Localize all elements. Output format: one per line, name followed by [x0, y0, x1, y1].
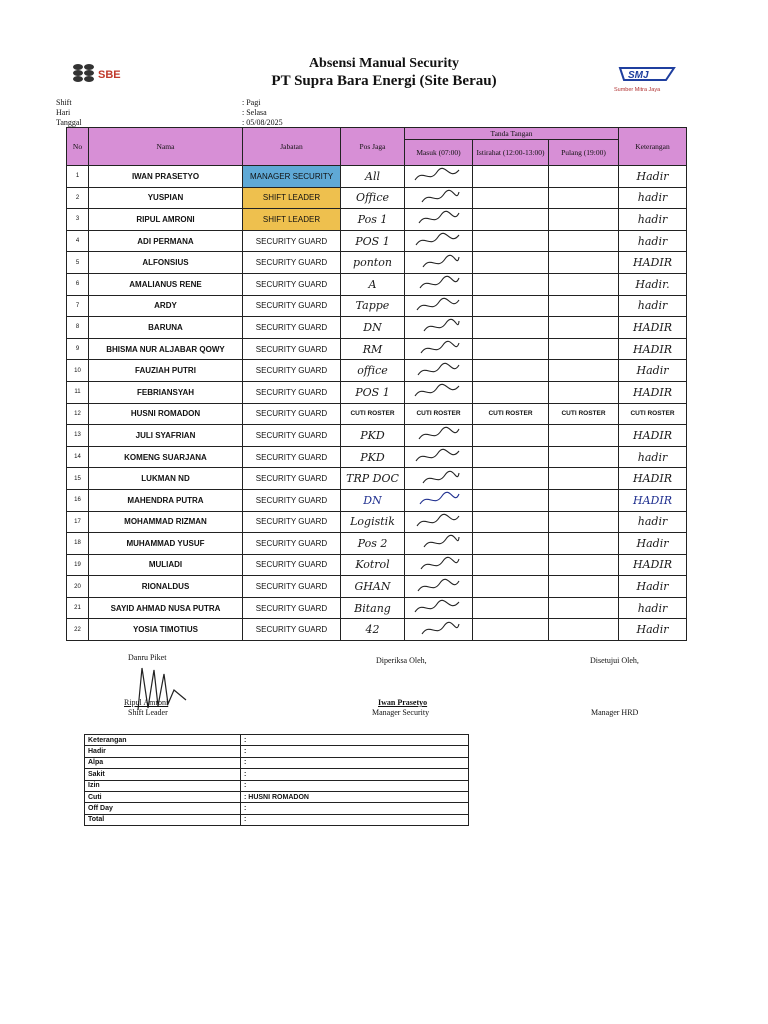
pos-jaga: GHAN [341, 576, 405, 598]
row-number: 22 [67, 619, 89, 641]
tanggal-label: Tanggal [56, 118, 82, 127]
signature-scribble [409, 296, 469, 314]
sign-masuk [405, 597, 473, 619]
keterangan: Hadir [619, 576, 687, 598]
summary-label: Sakit [85, 769, 241, 780]
sign-pulang [549, 597, 619, 619]
sign-masuk [405, 360, 473, 382]
header-no: No [67, 128, 89, 166]
row-number: 8 [67, 317, 89, 339]
attendance-table [66, 127, 687, 641]
job-title: SECURITY GUARD [243, 273, 341, 295]
pos-jaga: POS 1 [341, 381, 405, 403]
employee-name: ARDY [89, 295, 243, 317]
row-number: 4 [67, 230, 89, 252]
sign-istirahat [473, 209, 549, 231]
employee-name: YOSIA TIMOTIUS [89, 619, 243, 641]
summary-label: Izin [85, 780, 241, 791]
row-number: 7 [67, 295, 89, 317]
sbe-logo-text: SBE [98, 69, 121, 81]
sign-istirahat [473, 295, 549, 317]
job-title: SECURITY GUARD [243, 425, 341, 447]
sign-masuk [405, 230, 473, 252]
job-title: MANAGER SECURITY [243, 166, 341, 188]
sign-istirahat [473, 468, 549, 490]
document-title: Absensi Manual Security [308, 56, 460, 71]
summary-label: Total [85, 814, 241, 825]
employee-name: LUKMAN ND [89, 468, 243, 490]
employee-name: BARUNA [89, 317, 243, 339]
sign-masuk [405, 489, 473, 511]
summary-label: Cuti [85, 791, 241, 802]
sign-pulang [549, 511, 619, 533]
employee-name: IWAN PRASETYO [89, 166, 243, 188]
keterangan: HADIR [619, 338, 687, 360]
keterangan: hadir [619, 295, 687, 317]
summary-row [85, 780, 469, 791]
sign-pulang [549, 295, 619, 317]
danru-name: Ripul Amroni [124, 698, 169, 707]
header-masuk: Masuk (07:00) [405, 140, 473, 166]
row-number: 19 [67, 554, 89, 576]
sign-pulang [549, 489, 619, 511]
table-row [67, 403, 687, 425]
smj-logo [614, 64, 684, 94]
sign-istirahat [473, 360, 549, 382]
sign-istirahat [473, 252, 549, 274]
sign-pulang [549, 317, 619, 339]
table-row [67, 489, 687, 511]
sign-pulang [549, 273, 619, 295]
signature-scribble [409, 188, 469, 206]
keterangan: Hadir. [619, 273, 687, 295]
table-row [67, 295, 687, 317]
hari-label: Hari [56, 108, 71, 117]
sign-pulang [549, 468, 619, 490]
job-title: SECURITY GUARD [243, 446, 341, 468]
sign-istirahat [473, 576, 549, 598]
job-title: SECURITY GUARD [243, 338, 341, 360]
table-row [67, 619, 687, 641]
attendance-rows [67, 166, 687, 641]
sign-masuk [405, 533, 473, 555]
summary-row [85, 791, 469, 802]
table-row [67, 468, 687, 490]
row-number: 15 [67, 468, 89, 490]
signature-scribble [409, 469, 469, 487]
hari-value: : Selasa [242, 108, 267, 117]
signature-scribble [409, 274, 469, 292]
employee-name: KOMENG SUARJANA [89, 446, 243, 468]
job-title: SECURITY GUARD [243, 619, 341, 641]
pos-jaga: DN [341, 489, 405, 511]
keterangan: Hadir [619, 360, 687, 382]
sign-istirahat [473, 338, 549, 360]
keterangan: Hadir [619, 619, 687, 641]
table-row [67, 209, 687, 231]
keterangan: HADIR [619, 489, 687, 511]
summary-value: : [241, 746, 469, 757]
table-row [67, 317, 687, 339]
summary-value: : [241, 803, 469, 814]
row-number: 2 [67, 187, 89, 209]
sign-masuk [405, 252, 473, 274]
signature-scribble [409, 533, 469, 551]
shift-label: Shift [56, 98, 72, 107]
sign-masuk [405, 511, 473, 533]
job-title: SECURITY GUARD [243, 317, 341, 339]
employee-name: RIONALDUS [89, 576, 243, 598]
pos-jaga: Tappe [341, 295, 405, 317]
job-title: SECURITY GUARD [243, 468, 341, 490]
job-title: SECURITY GUARD [243, 230, 341, 252]
keterangan: HADIR [619, 554, 687, 576]
sign-istirahat [473, 533, 549, 555]
company-title: PT Supra Bara Energi (Site Berau) [271, 73, 497, 89]
employee-name: ADI PERMANA [89, 230, 243, 252]
pos-jaga: POS 1 [341, 230, 405, 252]
row-number: 3 [67, 209, 89, 231]
signature-scribble [409, 253, 469, 271]
signature-scribble [409, 620, 469, 638]
row-number: 21 [67, 597, 89, 619]
summary-label: Hadir [85, 746, 241, 757]
signature-scribble [409, 555, 469, 573]
diperiksa-label: Diperiksa Oleh, [376, 656, 427, 665]
job-title: SECURITY GUARD [243, 597, 341, 619]
signature-scribble [409, 598, 469, 616]
sign-masuk [405, 446, 473, 468]
row-number: 16 [67, 489, 89, 511]
job-title: SECURITY GUARD [243, 511, 341, 533]
pos-jaga: 42 [341, 619, 405, 641]
sign-istirahat: CUTI ROSTER [473, 403, 549, 425]
pos-jaga: Kotrol [341, 554, 405, 576]
employee-name: FEBRIANSYAH [89, 381, 243, 403]
danru-piket-label: Danru Piket [128, 653, 167, 662]
table-row [67, 230, 687, 252]
keterangan: hadir [619, 446, 687, 468]
pos-jaga: Office [341, 187, 405, 209]
employee-name: HUSNI ROMADON [89, 403, 243, 425]
sign-pulang [549, 360, 619, 382]
summary-label: Off Day [85, 803, 241, 814]
summary-value: : [241, 814, 469, 825]
table-row [67, 425, 687, 447]
job-title: SECURITY GUARD [243, 554, 341, 576]
pos-jaga: Pos 1 [341, 209, 405, 231]
row-number: 14 [67, 446, 89, 468]
sign-pulang [549, 381, 619, 403]
signature-scribble [409, 490, 469, 508]
signature-scribble [409, 209, 469, 227]
sign-pulang [549, 425, 619, 447]
table-row [67, 187, 687, 209]
sign-pulang [549, 338, 619, 360]
employee-name: AMALIANUS RENE [89, 273, 243, 295]
summary-row [85, 746, 469, 757]
header-tanda-tangan: Tanda Tangan [405, 128, 619, 140]
keterangan: hadir [619, 230, 687, 252]
row-number: 1 [67, 166, 89, 188]
summary-label: Alpa [85, 757, 241, 768]
pos-jaga: PKD [341, 425, 405, 447]
pos-jaga: Logistik [341, 511, 405, 533]
summary-value: : [241, 757, 469, 768]
pos-jaga: Bitang [341, 597, 405, 619]
sign-masuk [405, 209, 473, 231]
sign-masuk [405, 554, 473, 576]
sign-istirahat [473, 446, 549, 468]
sign-pulang [549, 446, 619, 468]
job-title: SECURITY GUARD [243, 403, 341, 425]
employee-name: RIPUL AMRONI [89, 209, 243, 231]
summary-row [85, 757, 469, 768]
sign-istirahat [473, 425, 549, 447]
row-number: 5 [67, 252, 89, 274]
shift-value: : Pagi [242, 98, 261, 107]
employee-name: YUSPIAN [89, 187, 243, 209]
summary-value: : [241, 769, 469, 780]
keterangan: Hadir [619, 533, 687, 555]
row-number: 10 [67, 360, 89, 382]
sign-pulang: CUTI ROSTER [549, 403, 619, 425]
header-jabatan: Jabatan [243, 128, 341, 166]
row-number: 6 [67, 273, 89, 295]
employee-name: FAUZIAH PUTRI [89, 360, 243, 382]
manager-role: Manager Security [372, 708, 430, 717]
keterangan: hadir [619, 597, 687, 619]
pos-jaga: office [341, 360, 405, 382]
job-title: SECURITY GUARD [243, 381, 341, 403]
summary-table [84, 734, 469, 826]
keterangan: hadir [619, 187, 687, 209]
row-number: 13 [67, 425, 89, 447]
table-row [67, 360, 687, 382]
job-title: SECURITY GUARD [243, 295, 341, 317]
employee-name: MAHENDRA PUTRA [89, 489, 243, 511]
signature-scribble [409, 512, 469, 530]
employee-name: MULIADI [89, 554, 243, 576]
signature-scribble [409, 361, 469, 379]
job-title: SECURITY GUARD [243, 576, 341, 598]
sign-masuk [405, 425, 473, 447]
employee-name: MOHAMMAD RIZMAN [89, 511, 243, 533]
pos-jaga: All [341, 166, 405, 188]
sign-istirahat [473, 381, 549, 403]
employee-name: MUHAMMAD YUSUF [89, 533, 243, 555]
keterangan: CUTI ROSTER [619, 403, 687, 425]
summary-row [85, 814, 469, 825]
pos-jaga: DN [341, 317, 405, 339]
signature-scribble [409, 166, 469, 184]
sign-pulang [549, 166, 619, 188]
table-row [67, 597, 687, 619]
table-row [67, 273, 687, 295]
pos-jaga: ponton [341, 252, 405, 274]
header-keterangan: Keterangan [619, 128, 687, 166]
table-row [67, 446, 687, 468]
table-row [67, 381, 687, 403]
table-row [67, 533, 687, 555]
disetujui-label: Disetujui Oleh, [590, 656, 639, 665]
summary-row [85, 735, 469, 746]
pos-jaga: Pos 2 [341, 533, 405, 555]
sign-pulang [549, 230, 619, 252]
sign-istirahat [473, 273, 549, 295]
sign-masuk [405, 317, 473, 339]
sign-masuk [405, 166, 473, 188]
sign-istirahat [473, 489, 549, 511]
sign-istirahat [473, 597, 549, 619]
summary-value: : [241, 735, 469, 746]
header-pos-jaga: Pos Jaga [341, 128, 405, 166]
hrd-role: Manager HRD [591, 708, 639, 717]
tanggal-value: : 05/08/2025 [242, 118, 283, 127]
table-row [67, 166, 687, 188]
table-row [67, 252, 687, 274]
sign-istirahat [473, 554, 549, 576]
header-pulang: Pulang (19:00) [549, 140, 619, 166]
sign-pulang [549, 554, 619, 576]
keterangan: HADIR [619, 252, 687, 274]
employee-name: BHISMA NUR ALJABAR QOWY [89, 338, 243, 360]
summary-label: Keterangan [85, 735, 241, 746]
row-number: 20 [67, 576, 89, 598]
signature-scribble [409, 425, 469, 443]
smj-logo-text: SMJ [628, 70, 649, 81]
keterangan: hadir [619, 511, 687, 533]
table-row [67, 576, 687, 598]
sign-masuk [405, 576, 473, 598]
header-istirahat: Istirahat (12:00-13:00) [473, 140, 549, 166]
sign-masuk [405, 187, 473, 209]
row-number: 11 [67, 381, 89, 403]
sign-masuk [405, 619, 473, 641]
table-row [67, 511, 687, 533]
summary-value: : [241, 780, 469, 791]
pos-jaga: CUTI ROSTER [341, 403, 405, 425]
row-number: 9 [67, 338, 89, 360]
row-number: 17 [67, 511, 89, 533]
signature-scribble [409, 231, 469, 249]
summary-row [85, 803, 469, 814]
table-row [67, 554, 687, 576]
job-title: SHIFT LEADER [243, 209, 341, 231]
summary-row [85, 769, 469, 780]
sign-istirahat [473, 230, 549, 252]
pos-jaga: A [341, 273, 405, 295]
danru-role: Shift Leader [128, 708, 168, 717]
sign-istirahat [473, 619, 549, 641]
sign-masuk [405, 468, 473, 490]
keterangan: hadir [619, 209, 687, 231]
keterangan: HADIR [619, 381, 687, 403]
sign-masuk [405, 381, 473, 403]
row-number: 12 [67, 403, 89, 425]
table-row [67, 338, 687, 360]
job-title: SECURITY GUARD [243, 533, 341, 555]
sign-masuk [405, 295, 473, 317]
pos-jaga: TRP DOC [341, 468, 405, 490]
sign-pulang [549, 252, 619, 274]
employee-name: JULI SYAFRIAN [89, 425, 243, 447]
sign-pulang [549, 576, 619, 598]
keterangan: HADIR [619, 317, 687, 339]
sign-istirahat [473, 317, 549, 339]
sign-istirahat [473, 187, 549, 209]
signature-scribble [409, 447, 469, 465]
sign-pulang [549, 209, 619, 231]
sign-istirahat [473, 511, 549, 533]
keterangan: HADIR [619, 468, 687, 490]
sign-masuk [405, 273, 473, 295]
signature-scribble [409, 577, 469, 595]
sign-istirahat [473, 166, 549, 188]
signature-scribble [409, 339, 469, 357]
summary-rows [85, 735, 469, 826]
sign-pulang [549, 619, 619, 641]
header-nama: Nama [89, 128, 243, 166]
sign-masuk: CUTI ROSTER [405, 403, 473, 425]
sign-pulang [549, 533, 619, 555]
pos-jaga: PKD [341, 446, 405, 468]
sign-masuk [405, 338, 473, 360]
sign-pulang [549, 187, 619, 209]
job-title: SECURITY GUARD [243, 360, 341, 382]
row-number: 18 [67, 533, 89, 555]
pos-jaga: RM [341, 338, 405, 360]
keterangan: Hadir [619, 166, 687, 188]
manager-name: Iwan Prasetyo [378, 698, 428, 707]
keterangan: HADIR [619, 425, 687, 447]
employee-name: SAYID AHMAD NUSA PUTRA [89, 597, 243, 619]
employee-name: ALFONSIUS [89, 252, 243, 274]
job-title: SHIFT LEADER [243, 187, 341, 209]
smj-logo-caption: Sumber Mitra Jaya [614, 87, 661, 93]
job-title: SECURITY GUARD [243, 252, 341, 274]
signature-scribble [409, 382, 469, 400]
job-title: SECURITY GUARD [243, 489, 341, 511]
signature-scribble [409, 317, 469, 335]
summary-value: : HUSNI ROMADON [241, 791, 469, 802]
